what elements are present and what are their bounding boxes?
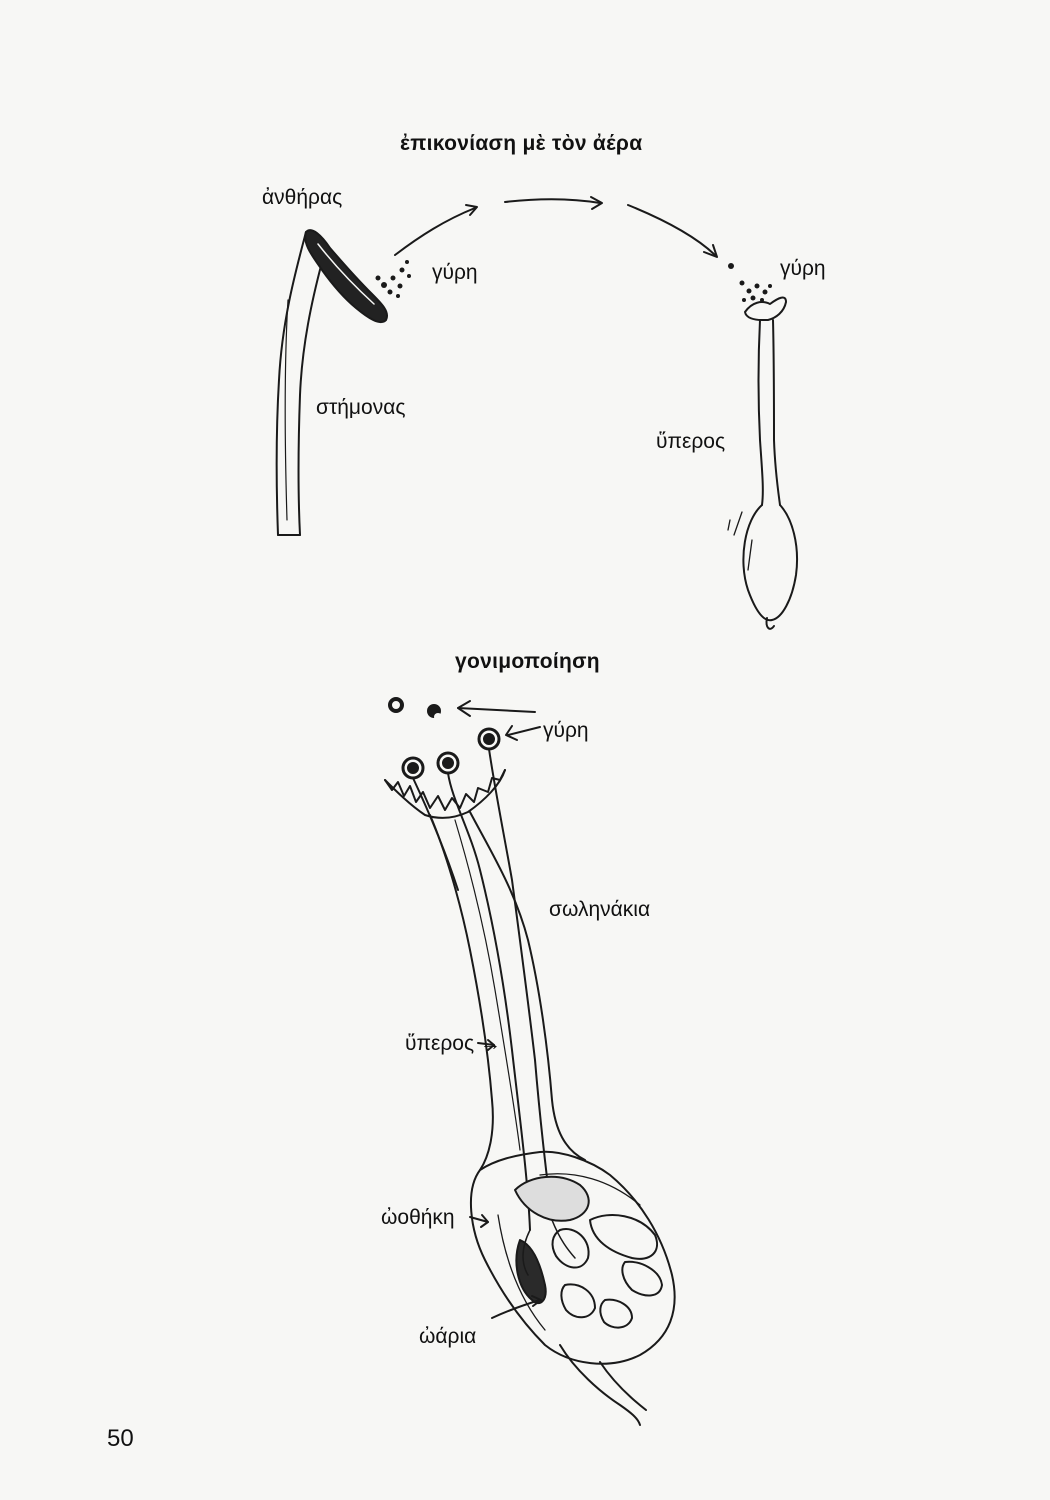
- ovules-arrow: [492, 1300, 540, 1318]
- pollen-label-right: γύρη: [780, 257, 826, 280]
- fert-arrow-2: [508, 727, 540, 735]
- pollen-tubes-label: σωληνάκια: [549, 898, 651, 921]
- fertilization-heading: γονιμοποίηση: [455, 650, 600, 673]
- fert-arrow-1: [458, 708, 535, 712]
- ovary-label: ὠοθήκη: [381, 1206, 455, 1229]
- pistil-label-bottom: ὕπερος →: [405, 1032, 501, 1055]
- fertilization-drawing: [385, 699, 675, 1425]
- air-arrow-3: [628, 205, 715, 255]
- air-arrow-1: [395, 208, 475, 255]
- stamen-label: στήμονας: [316, 396, 406, 419]
- pollen-label-left: γύρη: [432, 261, 478, 284]
- ovules-label: ὠάρια: [419, 1325, 477, 1348]
- pollen-grains-left: [376, 260, 412, 298]
- air-arrow-2: [505, 199, 600, 203]
- pollen-label-fertilization: γύρη: [543, 719, 589, 742]
- pollination-heading: ἐπικονίαση μὲ τὸν ἀέρα: [400, 132, 643, 155]
- anther-label: ἀνθήρας: [262, 186, 343, 209]
- pistil-drawing-top: [728, 263, 797, 629]
- stamen-drawing: [277, 230, 387, 535]
- pistil-label-top: ὕπερος: [656, 430, 726, 453]
- page-number: 50: [107, 1425, 134, 1452]
